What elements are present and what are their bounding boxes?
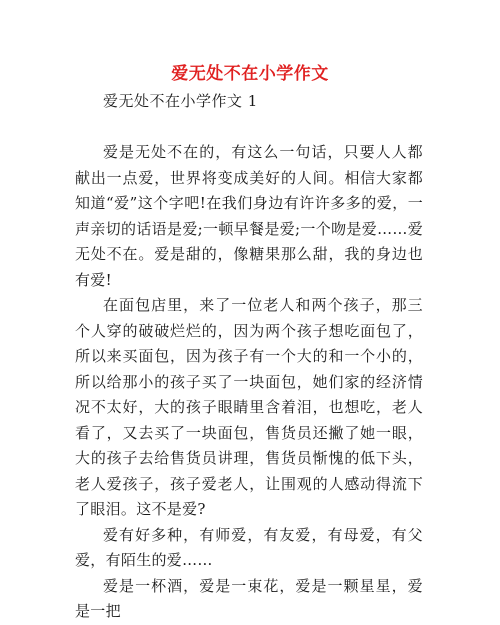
paragraph-4: 爱是一杯酒，爱是一束花，爱是一颗星星，爱是一把	[75, 576, 423, 620]
paragraph-1: 爱是无处不在的，有这么一句话，只要人人都献出一点爱，世界将变成美好的人间。相信大家都知道“爱”这个字吧!在我们身边有许许多多的爱，一声亲切的话语是爱;一顿早餐是爱;一个吻是爱……爱无处不在。爱是甜的，像糖果那么甜，我的身边也有爱!	[75, 143, 423, 289]
document-body	[75, 140, 423, 625]
paragraph-2: 在面包店里，来了一位老人和两个孩子，那三个人穿的破破烂烂的，因为两个孩子想吃面包了，所以来买面包，因为孩子有一个大的和一个小的，所以给那小的孩子买了一块面包，她们家的经济情况不太好，大的孩子眼睛里含着泪，也想吃，老人看了，又去买了一块面包，售货员还撇了她一眼，大的孩子去给售货员讲理，售货员惭愧的低下头，老人爱孩子，孩子爱老人，让围观的人感动得流下了眼泪。这不是爱?	[75, 296, 423, 518]
document-title: 爱无处不在小学作文	[171, 64, 329, 84]
paragraph-3: 爱有好多种，有师爱，有友爱，有母爱，有父爱，有陌生的爱……	[75, 525, 423, 569]
document-subtitle: 爱无处不在小学作文 1	[103, 92, 258, 110]
